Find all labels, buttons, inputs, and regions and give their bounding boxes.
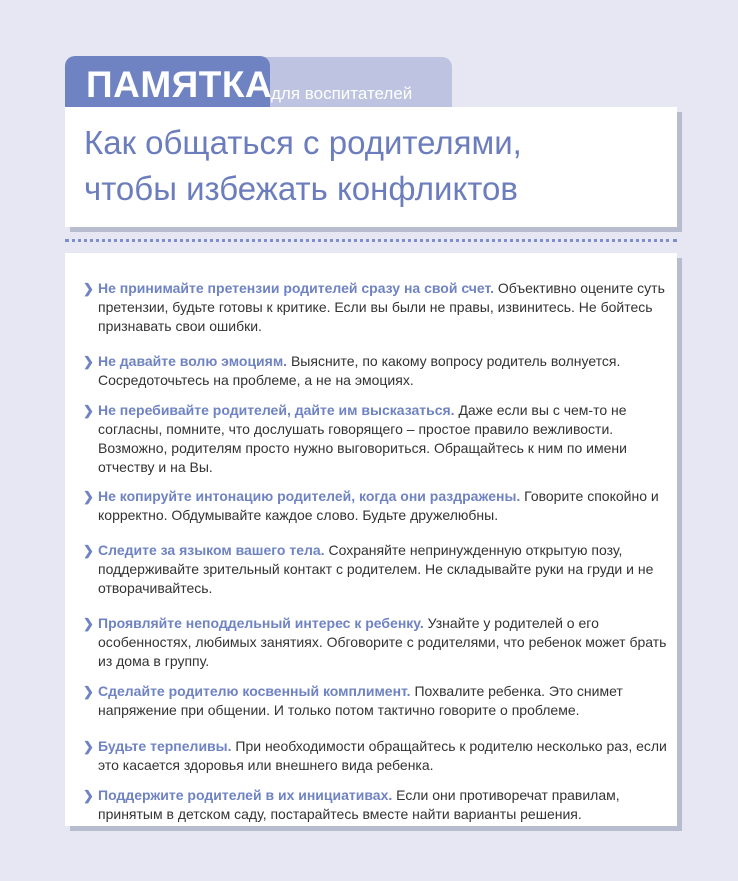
tip-heading: Не копируйте интонацию родителей, когда они раздражены.	[98, 488, 521, 504]
dotted-divider	[65, 239, 677, 242]
tip-text: Сохраняйте непринужденную открытую позу, поддерживайте зрительный контакт с родителем. Не складывайте руки на груди и не отворачивайтесь.	[98, 542, 654, 596]
tip-text: Если они противоречат правилам, принятым в детском саду, постарайтесь вместе найти варианты решения.	[98, 787, 620, 822]
page-heading	[84, 120, 674, 212]
tip-item	[83, 487, 671, 525]
chevron-right-icon: ❯	[83, 684, 94, 699]
tip-item	[83, 614, 671, 671]
tip-item	[83, 737, 671, 775]
tip-heading: Не давайте волю эмоциям.	[98, 353, 288, 369]
tip-text: Узнайте у родителей о его особенностях, любимых занятиях. Обговорите с родителями, что ребенок может брать из дома в группу.	[98, 615, 667, 669]
tip-text: Говорите спокойно и корректно. Обдумывайте каждое слово. Будьте дружелюбны.	[98, 488, 659, 523]
tip-item	[83, 682, 671, 720]
chevron-right-icon: ❯	[83, 616, 94, 631]
memo-title: ПАМЯТКА	[86, 64, 273, 105]
tip-item	[83, 279, 671, 336]
chevron-right-icon: ❯	[83, 543, 94, 558]
tip-heading: Проявляйте неподдельный интерес к ребенку.	[98, 615, 424, 631]
tip-heading: Следите за языком вашего тела.	[98, 542, 325, 558]
tip-text: Объективно оцените суть претензии, будьте готовы к критике. Если вы были не правы, извинитесь. Не бойтесь признавать свои ошибки.	[98, 280, 665, 334]
tip-text: Выясните, по какому вопросу родитель волнуется. Сосредоточьтесь на проблеме, а не на эмоциях.	[98, 353, 621, 388]
chevron-right-icon: ❯	[83, 489, 94, 504]
tip-item	[83, 401, 671, 477]
chevron-right-icon: ❯	[83, 403, 94, 418]
tip-text: При необходимости обращайтесь к родителю несколько раз, если это касается здоровья или внешнего вида ребенка.	[98, 738, 667, 773]
tip-heading: Поддержите родителей в их инициативах.	[98, 787, 393, 803]
tip-heading: Не принимайте претензии родителей сразу на свой счет.	[98, 280, 495, 296]
tip-text: Даже если вы с чем-то не согласны, помните, что дослушать говорящего – простое правило вежливости. Возможно, родителям просто нужно выговориться. Обращайтесь к ним по имени отчеству и на Вы.	[98, 402, 627, 475]
tip-item	[83, 786, 671, 824]
chevron-right-icon: ❯	[83, 788, 94, 803]
chevron-right-icon: ❯	[83, 354, 94, 369]
tip-heading: Не перебивайте родителей, дайте им высказаться.	[98, 402, 455, 418]
memo-subtitle: для воспитателей	[271, 84, 413, 103]
tip-item	[83, 352, 671, 390]
heading-line-1: Как общаться с родителями,	[84, 124, 522, 161]
tip-heading: Будьте терпеливы.	[98, 738, 232, 754]
tip-heading: Сделайте родителю косвенный комплимент.	[98, 683, 411, 699]
chevron-right-icon: ❯	[83, 281, 94, 296]
heading-line-2: чтобы избежать конфликтов	[84, 170, 518, 207]
tip-item	[83, 541, 671, 598]
tip-text: Похвалите ребенка. Это снимет напряжение при общении. И только потом тактично говорите о проблеме.	[98, 683, 623, 718]
chevron-right-icon: ❯	[83, 739, 94, 754]
